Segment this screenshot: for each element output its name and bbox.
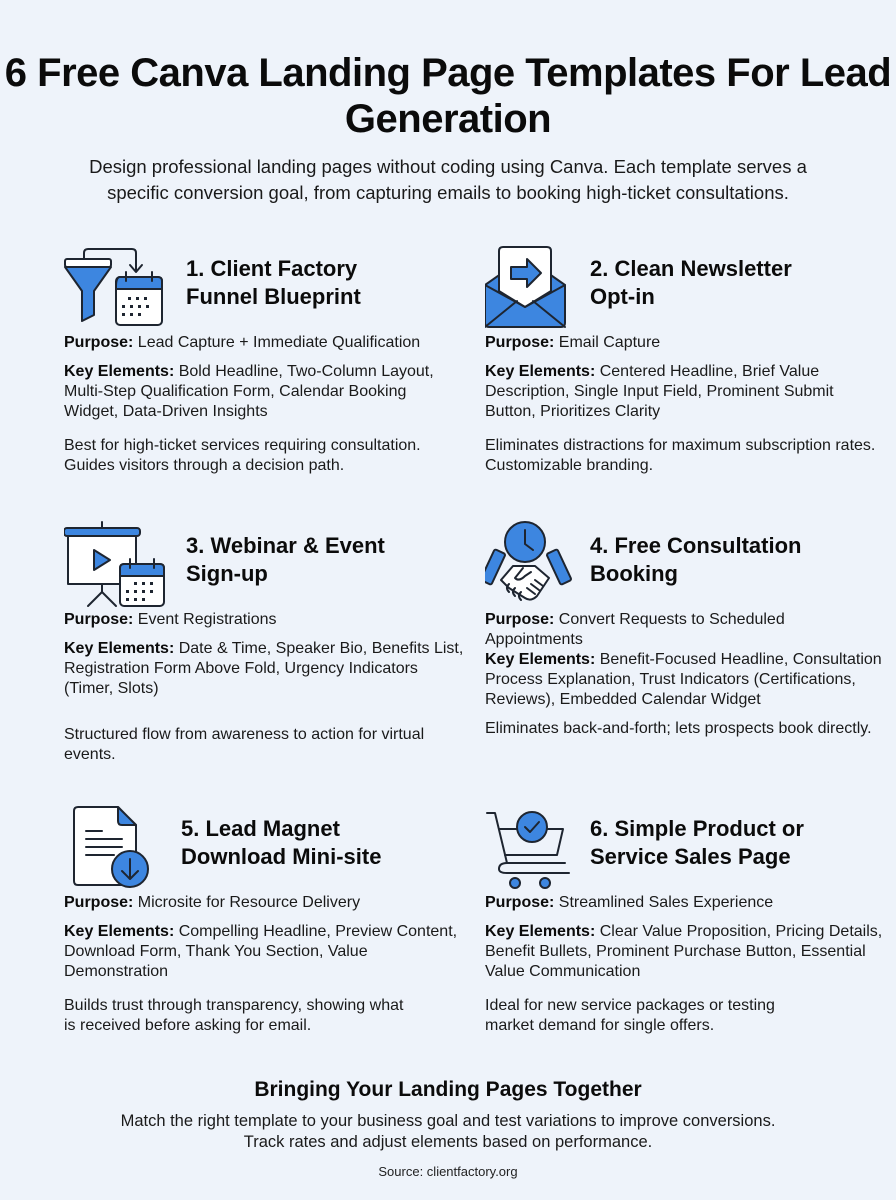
key-elements-value: Centered Headline, Brief Value Description, Single Input Field, Prominent Submit Button, Prioritizes Clarity [485, 363, 834, 420]
key-elements-value: Date & Time, Speaker Bio, Benefits List, Registration Form Above Fold, Urgency Indicators (Timer, Slots) [64, 640, 464, 697]
handshake-clock-icon [485, 520, 595, 610]
key-elements-label: Key Elements: [485, 923, 596, 940]
template-title: 1. Client Factory Funnel Blueprint [186, 256, 361, 309]
template-title: 6. Simple Product or Service Sales Page [590, 816, 804, 869]
cart-check-icon [485, 803, 595, 893]
key-elements-label: Key Elements: [64, 363, 175, 380]
purpose-label: Purpose: [64, 611, 134, 628]
footer-text: Match the right template to your business goal and test variations to improve conversions. Track rates and adjust elements based on performance. [120, 1112, 776, 1151]
template-card-4 [485, 520, 885, 748]
key-elements-value: Bold Headline, Two-Column Layout, Multi-Step Qualification Form, Calendar Booking Widget, Data-Driven Insights [64, 363, 434, 420]
template-title: 2. Clean Newsletter Opt-in [590, 256, 792, 309]
template-description: Best for high-ticket services requiring consultation. Guides visitors through a decision path. [64, 437, 421, 474]
purpose-value: Microsite for Resource Delivery [137, 894, 361, 911]
template-title: 3. Webinar & Event Sign-up [186, 533, 385, 586]
purpose-label: Purpose: [485, 611, 555, 628]
template-description: Eliminates distractions for maximum subscription rates. Customizable branding. [485, 437, 876, 474]
template-card-2 [485, 243, 885, 485]
template-card-6 [485, 803, 885, 1045]
page-subtitle: Design professional landing pages without coding using Canva. Each template serves a specific conversion goal, from capturing emails to booking high-ticket consultations. [89, 156, 807, 203]
template-card-1 [64, 243, 464, 485]
template-description: Eliminates back-and-forth; lets prospects book directly. [485, 720, 872, 737]
key-elements-label: Key Elements: [64, 640, 175, 657]
template-description: Builds trust through transparency, showing what is received before asking for email. [64, 997, 404, 1034]
template-description: Structured flow from awareness to action for virtual events. [64, 726, 425, 763]
template-card-5 [64, 803, 464, 1045]
purpose-label: Purpose: [485, 894, 555, 911]
purpose-label: Purpose: [64, 334, 134, 351]
key-elements-label: Key Elements: [485, 363, 596, 380]
footer-title: Bringing Your Landing Pages Together [254, 1078, 642, 1101]
funnel-calendar-icon [64, 243, 174, 333]
key-elements-label: Key Elements: [64, 923, 175, 940]
purpose-value: Lead Capture + Immediate Qualification [137, 334, 421, 351]
purpose-value: Event Registrations [137, 611, 277, 628]
presentation-calendar-icon [64, 520, 174, 610]
purpose-value: Email Capture [558, 334, 661, 351]
envelope-arrow-icon [485, 243, 595, 333]
key-elements-value: Clear Value Proposition, Pricing Details, Benefit Bullets, Prominent Purchase Button, Essential Value Communication [485, 923, 883, 980]
key-elements-label: Key Elements: [485, 651, 596, 668]
key-elements-value: Compelling Headline, Preview Content, Download Form, Thank You Section, Value Demonstration [64, 923, 458, 980]
template-card-3 [64, 520, 464, 774]
document-download-icon [64, 803, 174, 893]
page-title: 6 Free Canva Landing Page Templates For Lead Generation [4, 51, 892, 141]
purpose-value: Convert Requests to Scheduled Appointments [485, 611, 785, 648]
purpose-value: Streamlined Sales Experience [558, 894, 774, 911]
key-elements-value: Benefit-Focused Headline, Consultation Process Explanation, Trust Indicators (Certifications, Reviews), Embedded Calendar Widget [485, 651, 882, 708]
template-description: Ideal for new service packages or testing market demand for single offers. [485, 997, 775, 1034]
purpose-label: Purpose: [64, 894, 134, 911]
purpose-label: Purpose: [485, 334, 555, 351]
source-credit: Source: clientfactory.org [378, 1164, 518, 1179]
template-title: 4. Free Consultation Booking [590, 533, 802, 586]
template-title: 5. Lead Magnet Download Mini-site [181, 816, 382, 869]
